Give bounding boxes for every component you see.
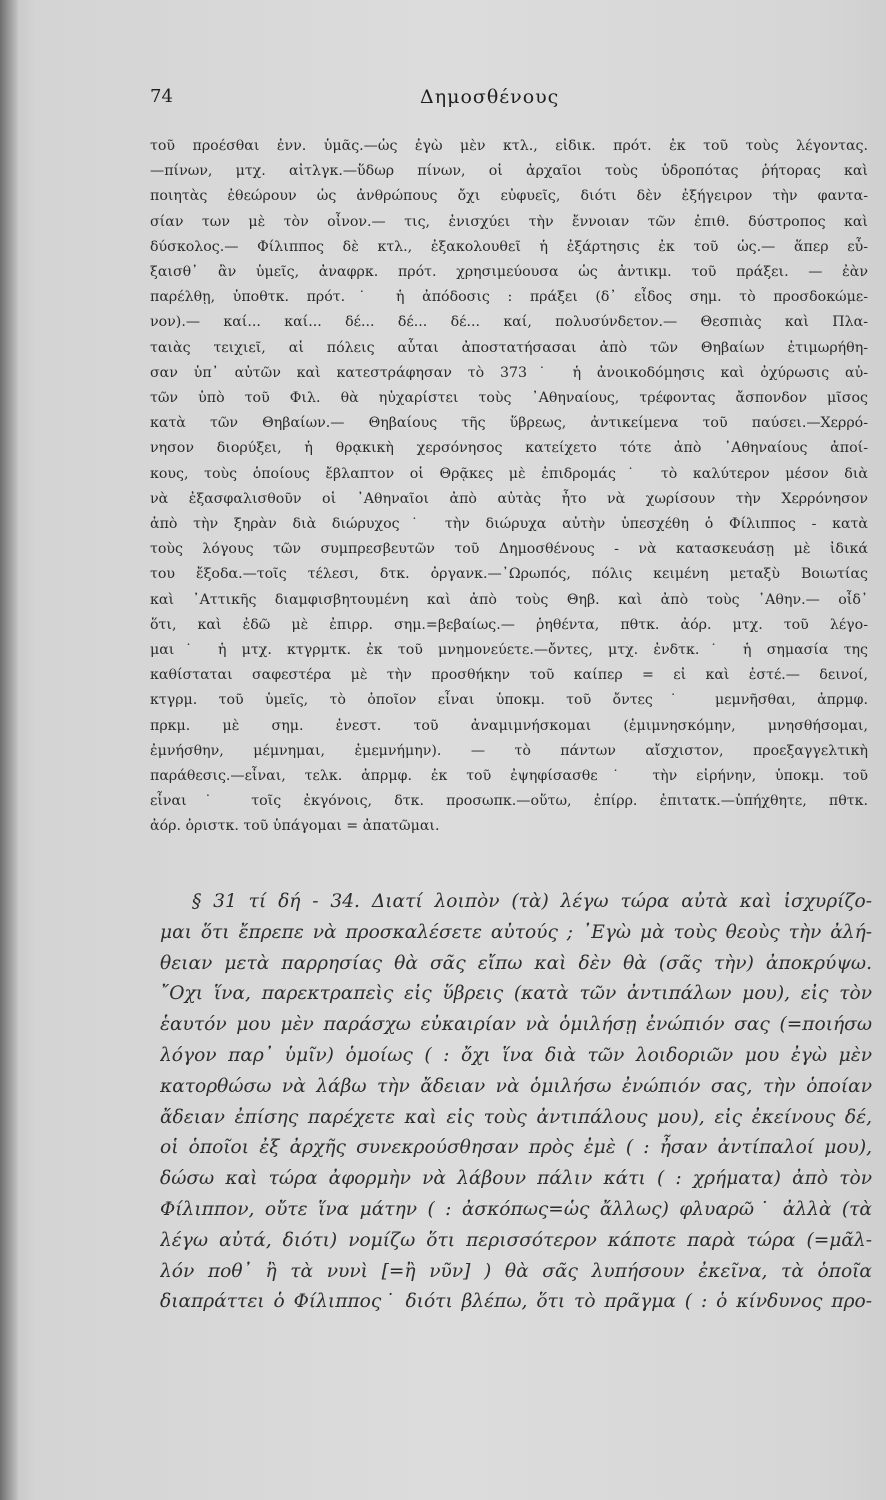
translation-line: λόν ποθ᾽ ἢ τὰ νυνὶ [=ἢ νῦν] ) θὰ σᾶς λυπήσουν ἐκεῖνα, τὰ ὁποῖα bbox=[160, 1260, 872, 1282]
page-gutter-shadow bbox=[0, 0, 18, 1500]
notes-line: παρέλθῃ, ὑποθτκ. πρότ.˙ ἡ ἀπόδοσις : πράξει (δ᾽ εἶδος σημ. τὸ προσδοκώμε- bbox=[150, 289, 868, 306]
notes-line: κους, τοὺς ὁποίους ἔβλαπτον οἱ Θρᾷκες μὲ ἐπιδρομάς˙ τὸ καλύτερον μέσον διὰ bbox=[150, 465, 868, 482]
notes-line: ἐμνήσθην, μέμνημαι, ἐμεμνήμην). — τὸ πάντων αἴσχιστον, προεξαγγελτικὴ bbox=[150, 742, 868, 759]
notes-line: καθίσταται σαφεστέρα μὲ τὴν προσθήκην τοῦ καίπερ = εἰ καὶ ἐστέ.— δεινοί, bbox=[150, 667, 868, 684]
notes-line: πρκμ. μὲ σημ. ἐνεστ. τοῦ ἀναμιμνήσκομαι (ἐμιμνησκόμην, μνησθήσομαι, bbox=[150, 717, 868, 734]
notes-line: νὰ ἐξασφαλισθοῦν οἱ ᾿Αθηναῖοι ἀπὸ αὐτὰς ἦτο νὰ χωρίσουν τὴν Χερρόνησον bbox=[150, 490, 868, 507]
notes-line: παράθεσις.—εἶναι, τελκ. ἀπρμφ. ἐκ τοῦ ἐψηφίσασθε˙ τὴν εἰρήνην, ὑποκμ. τοῦ bbox=[150, 768, 868, 785]
notes-line: κτγρμ. τοῦ ὑμεῖς, τὸ ὁποῖον εἶναι ὑποκμ. τοῦ ὄντες˙ μεμνῆσθαι, ἀπρμφ. bbox=[150, 692, 868, 709]
translation-line: μαι ὅτι ἔπρεπε νὰ προσκαλέσετε αὐτούς ; ᾿Εγὼ μὰ τοὺς θεοὺς τὴν ἀλή- bbox=[160, 921, 872, 943]
notes-line: ποιητὰς ἐθεώρουν ὡς ἀνθρώπους ὄχι εὐφυεῖς, διότι δὲν ἐξήγειρον τὴν φαντα- bbox=[150, 188, 868, 205]
notes-line: ταιὰς τειχιεῖ, αἱ πόλεις αὗται ἀποστατήσασαι ἀπὸ τῶν Θηβαίων ἐτιμωρήθη- bbox=[150, 339, 868, 356]
notes-line: τοὺς λόγους τῶν συμπρεσβευτῶν τοῦ Δημοσθένους - νὰ κατασκευάσῃ μὲ ἰδικά bbox=[150, 541, 868, 558]
translation-line: § 31 τί δή - 34. Διατί λοιπὸν (τὰ) λέγω τώρα αὐτὰ καὶ ἰσχυρίζο- bbox=[192, 891, 872, 912]
notes-line: νον).— καί... καί... δέ... δέ... δέ... καί, πολυσύνδετον.— Θεσπιὰς καὶ Πλα- bbox=[150, 314, 868, 331]
translation-line: θειαν μετὰ παρρησίας θὰ σᾶς εἴπω καὶ δὲν θὰ (σᾶς τὴν) ἀποκρύψω. bbox=[160, 952, 872, 974]
notes-line: εἶναι˙ τοῖς ἐκγόνοις, δτκ. προσωπκ.—οὕτω, ἐπίρρ. ἐπιτατκ.—ὑπήχθητε, πθτκ. bbox=[150, 793, 868, 810]
translation-section bbox=[160, 887, 872, 1318]
translation-line: οἱ ὁποῖοι ἐξ ἀρχῆς συνεκρούσθησαν πρὸς ἐμὲ ( : ἦσαν ἀντίπαλοί μου), bbox=[160, 1137, 872, 1159]
notes-line: ὅτι, καὶ ἐδῶ μὲ ἐπιρρ. σημ.=βεβαίως.— ῥηθέντα, πθτκ. ἀόρ. μτχ. τοῦ λέγο- bbox=[150, 616, 868, 633]
translation-line: ἑαυτόν μου μὲν παράσχω εὐκαιρίαν νὰ ὁμιλήσῃ ἐνώπιόν σας (=ποιήσω bbox=[160, 1014, 872, 1036]
notes-line: μαι˙ ἡ μτχ. κτγρμτκ. ἐκ τοῦ μνημονεύετε.—ὄντες, μτχ. ἐνδτκ.˙ ἡ σημασία της bbox=[150, 642, 868, 659]
translation-line: κατορθώσω νὰ λάβω τὴν ἄδειαν νὰ ὁμιλήσω ἐνώπιόν σας, τὴν ὁποίαν bbox=[160, 1075, 872, 1097]
notes-line: ἀπὸ τὴν ξηρὰν διὰ διώρυχος˙ τὴν διώρυχα αὐτὴν ὑπεσχέθη ὁ Φίλιππος - κατὰ bbox=[150, 516, 868, 533]
translation-line: διαπράττει ὁ Φίλιππος˙ διότι βλέπω, ὅτι τὸ πρᾶγμα ( : ὁ κίνδυνος προ- bbox=[160, 1291, 872, 1313]
translation-line: ἄδειαν ἐπίσης παρέχετε καὶ εἰς τοὺς ἀντιπάλους μου), εἰς ἐκείνους δέ, bbox=[160, 1106, 872, 1128]
notes-line: ἀόρ. ὁριστκ. τοῦ ὑπάγομαι = ἀπατῶμαι. bbox=[150, 818, 440, 835]
notes-line: —πίνων, μτχ. αἰτλγκ.—ὕδωρ πίνων, οἱ ἀρχαῖοι τοὺς ὑδροπότας ῥήτορας καὶ bbox=[150, 163, 868, 180]
translation-line: λέγω αὐτά, διότι) νομίζω ὅτι περισσότερον κάποτε παρὰ τώρα (=μᾶλ- bbox=[160, 1229, 872, 1251]
running-title: Δημοσθένους bbox=[420, 86, 560, 108]
translation-line: λόγον παρ᾽ ὑμῖν) ὁμοίως ( : ὄχι ἵνα διὰ τῶν λοιδοριῶν μου ἐγὼ μὲν bbox=[160, 1044, 872, 1066]
notes-line: σίαν των μὲ τὸν οἶνον.— τις, ἐνισχύει τὴν ἔννοιαν τῶν ἐπιθ. δύστροπος καὶ bbox=[150, 213, 868, 230]
notes-line: τοῦ προέσθαι ἐνν. ὑμᾶς.—ὡς ἐγὼ μὲν κτλ., εἰδικ. πρότ. ἐκ τοῦ τοὺς λέγοντας. bbox=[150, 138, 868, 154]
commentary-notes bbox=[150, 134, 868, 840]
notes-line: του ἔξοδα.—τοῖς τέλεσι, δτκ. ὀργανκ.—᾿Ωρωπός, πόλις κειμένη μεταξὺ Βοιωτίας bbox=[150, 566, 868, 583]
translation-line: δώσω καὶ τώρα ἀφορμὴν νὰ λάβουν πάλιν κάτι ( : χρήματα) ἀπὸ τὸν bbox=[160, 1168, 872, 1190]
notes-line: νησον διορύξει, ἡ θρᾳκικὴ χερσόνησος κατείχετο τότε ἀπὸ ᾿Αθηναίους ἀποί- bbox=[150, 440, 868, 457]
notes-line: σαν ὑπ᾽ αὐτῶν καὶ κατεστράφησαν τὸ 373˙ ἡ ἀνοικοδόμησις καὶ ὀχύρωσις αὐ- bbox=[150, 364, 868, 381]
notes-line: καὶ ᾿Αττικῆς διαμφισβητουμένη καὶ ἀπὸ τοὺς Θηβ. καὶ ἀπὸ τοὺς ᾿Αθην.— οἶδ᾽ bbox=[150, 591, 868, 608]
page-header bbox=[150, 86, 870, 116]
notes-line: κατὰ τῶν Θηβαίων.— Θηβαίους τῆς ὕβρεως, ἀντικείμενα τοῦ παύσει.—Χερρό- bbox=[150, 415, 868, 432]
notes-line: ξαισθ᾽ ἂν ὑμεῖς, ἀναφρκ. πρότ. χρησιμεύουσα ὡς ἀντικμ. τοῦ πράξει. — ἐὰν bbox=[150, 264, 868, 281]
notes-line: τῶν ὑπὸ τοῦ Φιλ. θὰ ηὐχαρίστει τοὺς ᾿Αθηναίους, τρέφοντας ἄσπονδον μῖσος bbox=[150, 390, 868, 407]
translation-line: ῎Οχι ἵνα, παρεκτραπεὶς εἰς ὕβρεις (κατὰ τῶν ἀντιπάλων μου), εἰς τὸν bbox=[160, 983, 872, 1005]
translation-line: Φίλιππον, οὔτε ἵνα μάτην ( : ἀσκόπως=ὡς ἄλλως) φλυαρῶ˙ ἀλλὰ (τὰ bbox=[160, 1198, 872, 1220]
page-number: 74 bbox=[150, 86, 173, 107]
notes-line: δύσκολος.— Φίλιππος δὲ κτλ., ἐξακολουθεῖ ἡ ἐξάρτησις ἐκ τοῦ ὡς.— ἅπερ εὖ- bbox=[150, 238, 868, 255]
